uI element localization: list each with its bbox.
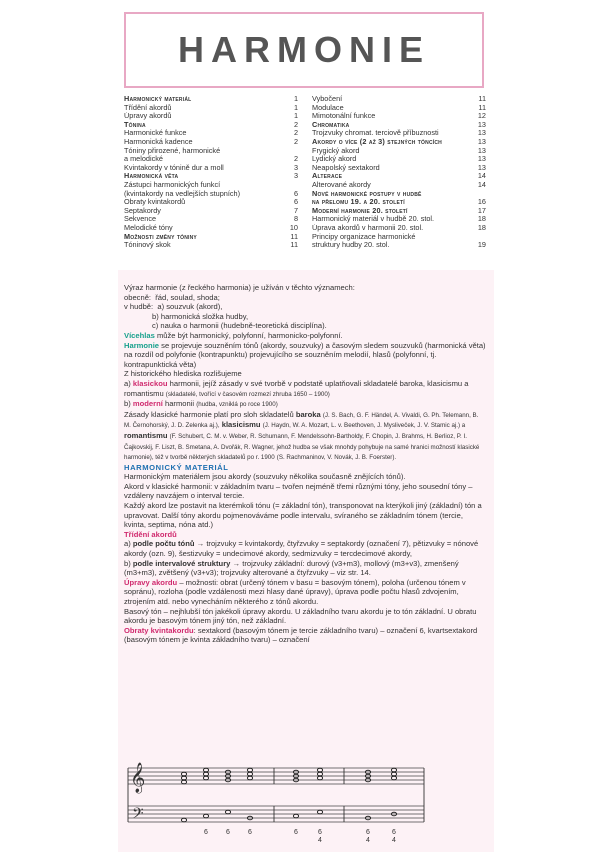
figured-bass: [204, 829, 396, 844]
toc-entry-title: Moderní harmonie 20. století: [312, 206, 408, 215]
toc-entry: [124, 95, 298, 104]
figure-sub-3: 4: [392, 837, 396, 844]
toc-entry: [124, 138, 298, 147]
toc-entry-page: 6: [293, 188, 298, 198]
toc-entry-title: Frygický akord: [312, 146, 360, 155]
intro-line: Výraz harmonie (z řeckého harmonia) je užíván v těchto významech:: [124, 283, 355, 292]
toc-entry: [124, 190, 298, 199]
bass-clef-icon: 𝄢: [132, 805, 144, 826]
page-title: HARMONIE: [178, 29, 430, 70]
toc-entry-title: Harmonická kadence: [124, 137, 193, 146]
toc-entry: [124, 164, 298, 173]
toc-entry: [312, 138, 486, 147]
toc-entry: [124, 112, 298, 121]
toc-entry-page: 13: [477, 128, 486, 138]
toc-entry-page: 6: [293, 197, 298, 207]
romantismu-list: (F. Schubert, C. M. v. Weber, R. Schumann, F. Mendelssohn-Bartholdy, F. Chopin, J. Brahms, H. Berlioz, P. I. Čajkovskij, F. Liszt, B. Smetana, A. Dvořák, R. Wagner, jehož hudba se však mnohdy pohybuje na samé hranici možností klasické harmonie), též v tvorbě některých skladatelů po r. 1900: [124, 432, 480, 462]
toc-entry: [312, 215, 486, 224]
toc-entry-title: Tóninový skok: [124, 241, 171, 250]
toc-entry: [312, 172, 486, 181]
item-a-prefix: a): [124, 378, 131, 388]
toc-entry-title: Neapolský sextakord: [312, 163, 380, 172]
obraty-text: : sextakord (basovým tónem je tercie základního tvaru) – označení 6, kvartsextakord (basovým tónem je kvinta základního tvaru) – označení: [124, 625, 478, 645]
toc-entry-title: Vybočení: [312, 95, 343, 103]
tr-b-text: → trojzvuky základní: durový (v3+m3), mollový (m3+v3), zmenšený (m3+m3), zvětšený (v3+v3); trojzvuky alterované a čtyřzvuky – viz str. 14.: [124, 558, 459, 578]
toc-entry-page: 11: [290, 240, 298, 250]
toc-entry-title: na přelomu 19. a 20. století: [312, 198, 405, 207]
vhudbe-b-line: b) harmonická složka hudby,: [152, 311, 249, 321]
vhudbe-label: v hudbě:: [124, 302, 154, 312]
toc-entry: [124, 224, 298, 233]
vicehlas-paragraph: [124, 331, 486, 341]
item-b-text: harmonii: [164, 399, 195, 409]
klasicka-term: klasickou: [132, 378, 168, 388]
toc-entry: [312, 164, 486, 173]
toc-entry: [124, 147, 298, 156]
hm-paragraph-2: Akord v klasické harmonii: v základním tvaru – tvořen nejméně třemi různými tóny, jeho sousední tóny – vzdáleny navzájem o interval tercie.: [124, 481, 473, 501]
classical-item: [124, 379, 486, 399]
toc-entry: [124, 198, 298, 207]
toc-entry-title: Mimotonální funkce: [312, 112, 376, 121]
toc-entry: [312, 104, 486, 113]
toc-entry: [124, 181, 298, 190]
toc-entry-title: Harmonický materiál v hudbě 20. stol.: [312, 215, 435, 224]
toc-entry-page: 1: [293, 102, 298, 112]
toc-entry-page: 2: [293, 128, 298, 138]
tr-a-term: podle počtu tónů: [132, 539, 195, 549]
toc-entry-page: 10: [289, 222, 298, 232]
toc-entry-title: Tóniny přirozené, harmonické: [124, 146, 221, 155]
toc-entry-page: 3: [293, 171, 298, 181]
toc-entry-page: 11: [290, 231, 298, 241]
hm-paragraph-3: Každý akord lze postavit na kterémkoli tónu (= základní tón), transponovat na kterýkoli jiný (základní) tón a upravovat. Další tóny akordu pojmenováváme podle intervalu, svíraného se základním tónem (tercie, kvinta, septima, nóna atd.): [124, 501, 482, 530]
item-a-text: harmonii, jejíž zásady v své tvorbě v podstatě uplatňovali skladatelé baroka, klasicismu a romantismu: [124, 378, 469, 398]
toc-entry: [312, 112, 486, 121]
toc-entry-title: Úpravy akordů: [124, 112, 172, 121]
toc-entry: [124, 172, 298, 181]
toc-entry-title: Zástupci harmonických funkcí: [124, 180, 221, 189]
toc-entry-title: (kvintakordy na vedlejších stupních): [124, 189, 240, 198]
trideni-b: [124, 559, 486, 578]
klasicismu-term: klasicismu: [221, 420, 261, 430]
toc-entry-page: 18: [477, 222, 486, 232]
tr-a-prefix: a): [124, 539, 131, 549]
modern-item: [124, 399, 486, 410]
toc-entry-title: Harmonické funkce: [124, 129, 187, 138]
toc-left-column: [124, 95, 298, 250]
toc-entry: [124, 241, 298, 250]
treble-staff-lines: [128, 768, 424, 784]
figure-3: 6: [248, 829, 252, 836]
toc-entry-page: 1: [293, 94, 298, 103]
toc-entry-title: Kvintakordy v tónině dur a moll: [124, 163, 224, 172]
toc-entry-page: 13: [477, 162, 486, 172]
bass-staff-lines: [128, 806, 424, 822]
toc-entry: [312, 233, 486, 242]
figure-2: 6: [226, 829, 230, 836]
toc-entry-page: 13: [477, 154, 486, 164]
vhudbe-a: a) souzvuk (akord),: [157, 302, 223, 312]
toc-entry-title: Harmonický materiál: [124, 95, 192, 103]
toc-entry-title: Melodické tóny: [124, 223, 173, 232]
toc-entry: [312, 224, 486, 233]
toc-right-column: [312, 95, 486, 250]
toc-entry-page: 7: [293, 205, 298, 215]
toc-entry-page: 17: [477, 205, 486, 215]
music-staff-example: [124, 762, 486, 854]
item-b-prefix: b): [124, 399, 131, 409]
toc-entry-page: 3: [293, 162, 298, 172]
toc-entry: [124, 155, 298, 164]
toc-entry-page: 16: [477, 197, 486, 207]
toc-entry-page: 2: [293, 136, 298, 146]
klasicismu-list: (J. Haydn, W. A. Mozart, L. v. Beethoven, J. Mysliveček, J. V. Stamic aj.) a: [262, 422, 466, 430]
toc-entry-title: Chromatika: [312, 120, 350, 129]
toc-entry: [312, 121, 486, 130]
toc-entry: [124, 215, 298, 224]
figure-sub-2: 4: [366, 837, 370, 844]
romantismu-term: romantismu: [124, 430, 168, 440]
trideni-a: [124, 539, 486, 558]
toc-entry: [312, 95, 486, 104]
moderni-term: moderní: [132, 399, 163, 409]
composers-paragraph: [124, 410, 486, 463]
upravy-text: – možnosti: obrat (určený tónem v basu = basovým tónem), poloha (určenou tónem v sopránu), rozloha (podle vzdálenosti mezi hlasy dané úpravy), úprava podle počtu hlasů zdvojením, ztrojením atd. nebo vynecháním některého z tónů akordu.: [124, 577, 466, 606]
toc-entry-title: Trojzvuky chromat. terciově příbuznosti: [312, 129, 439, 138]
toc-entry-title: Alterace: [312, 172, 343, 181]
toc-entry: [312, 147, 486, 156]
tr-b-prefix: b): [124, 558, 131, 568]
toc-entry-page: 14: [477, 179, 486, 189]
toc-entry: [312, 181, 486, 190]
tr-a-text: → trojzvuky = kvintakordy, čtyřzvuky = septakordy (označení 7), pětizvuky = nónové akordy (ozn. 9), šestizvuky = undecimové akordy, sedmizvuky = tercdecimové akordy,: [124, 539, 479, 559]
baroka-list: (J. S. Bach, G. F. Händel, A. Vivaldi, G. Ph. Telemann, B. M. Černohorský, J. D. Zelenka aj.),: [124, 411, 479, 430]
figure-4: 6: [294, 829, 298, 836]
toc-entry-page: 18: [477, 214, 486, 224]
toc-entry-title: Tónina: [124, 120, 146, 129]
section-title: HARMONICKÝ MATERIÁL: [124, 462, 229, 472]
vhudbe-c-line: c) nauka o harmonii (hudebně-teoretická disciplína).: [152, 321, 327, 331]
toc-entry-title: a melodické: [124, 155, 163, 164]
toc-entry-title: Sekvence: [124, 215, 157, 224]
toc-entry: [312, 155, 486, 164]
toc-entry-title: struktury hudby 20. stol.: [312, 241, 390, 250]
toc-entry-title: Možnosti změny tóniny: [124, 232, 197, 241]
tr-b-term: podle intervalové struktury: [132, 558, 231, 568]
upravy-paragraph: [124, 578, 486, 607]
toc-entry-title: Třídění akordů: [124, 103, 172, 112]
baroka-term: baroka: [295, 409, 321, 419]
zasady-text: Zásady klasické harmonie platí pro sloh skladatelů: [124, 409, 294, 419]
toc-entry: [124, 233, 298, 242]
toc-entry-page: 12: [477, 111, 486, 121]
title-box: [124, 12, 484, 88]
toc-entry: [312, 129, 486, 138]
vicehlas-term: Vícehlas: [124, 330, 155, 340]
toc-entry-page: 13: [477, 136, 486, 146]
basovy-paragraph: Basový tón – nejhlubší tón jakékoli úpravy akordu. U základního tvaru akordu je to tón základní. U obratu akordu je basovým tónem jiný tón, než základní.: [124, 606, 477, 626]
toc-entry-title: Akordy o více (2 až 3) stejných tóncích: [312, 137, 442, 146]
toc-entry-page: 8: [293, 214, 298, 224]
treble-clef-icon: 𝄞: [130, 763, 146, 793]
figure-6: 6: [366, 829, 370, 836]
figure-7: 6: [392, 829, 396, 836]
upravy-term: Úpravy akordu: [124, 577, 178, 587]
body-text: [124, 283, 486, 645]
obraty-paragraph: [124, 626, 486, 645]
toc-entry-title: Úprava akordů v harmonii 20. stol.: [312, 223, 424, 232]
toc-entry-page: 14: [477, 171, 486, 181]
toc-entry: [312, 190, 486, 199]
toc-entry: [124, 207, 298, 216]
historical-line: Z historického hlediska rozlišujeme: [124, 369, 242, 379]
toc-entry: [124, 121, 298, 130]
item-a-note: (skladatelé, tvořící v časovém rozmezí zhruba 1650 – 1900): [165, 390, 330, 398]
toc-entry-title: Alterované akordy: [312, 180, 371, 189]
toc-entry-page: 11: [478, 94, 486, 103]
harmonie-text: se projevuje souzněním tónů (akordy, souzvuky) a časovým sledem souzvuků (harmonická věta) na rozdíl od polyfonie (kontrapunktu) projevujícího se souzněním melodií, hlasů (polyfonní, tj. kontrapunktická věta): [124, 340, 486, 369]
toc-entry-page: 13: [477, 145, 486, 155]
romantismu-tail: (S. Rachmaninov, V. Novák, J. B. Foerster).: [276, 454, 397, 462]
toc-entry-page: 19: [477, 240, 486, 250]
toc-entry-title: Obraty kvintakordů: [124, 198, 186, 207]
obecne-line: [124, 293, 486, 303]
toc-entry: [124, 129, 298, 138]
toc-entry: [312, 198, 486, 207]
item-b-note: (hudba, vzniklá po roce 1900): [196, 401, 278, 409]
toc-entry-page: 11: [478, 102, 486, 112]
hm-paragraph-1: Harmonickým materiálem jsou akordy (souzvuky několika současně znějících tónů).: [124, 472, 406, 482]
toc-entry-page: 2: [293, 154, 298, 164]
obecne-label: obecně:: [124, 292, 152, 302]
toc-entry-page: 2: [293, 119, 298, 129]
table-of-contents: [124, 95, 486, 250]
toc-entry-title: Lydický akord: [312, 155, 357, 164]
toc-entry: [312, 241, 486, 250]
harmonie-term: Harmonie: [124, 340, 160, 350]
toc-entry-title: Septakordy: [124, 206, 161, 215]
figure-1: 6: [204, 829, 208, 836]
figure-5: 6: [318, 829, 322, 836]
trideni-title: Třídění akordů: [124, 529, 177, 539]
toc-entry: [124, 104, 298, 113]
vicehlas-text: může být harmonický, polyfonní, harmonicko-polyfonní.: [156, 330, 343, 340]
toc-entry-title: Nové harmonické postupy v hudbě: [312, 189, 422, 198]
obraty-term: Obraty kvintakordu: [124, 625, 194, 635]
toc-entry-title: Modulace: [312, 103, 344, 112]
toc-entry-page: 1: [293, 111, 298, 121]
toc-entry: [312, 207, 486, 216]
harmonie-paragraph: [124, 341, 486, 370]
toc-entry-title: Principy organizace harmonické: [312, 232, 416, 241]
toc-entry-title: Harmonická věta: [124, 172, 179, 181]
toc-entry-page: 13: [477, 119, 486, 129]
vhudbe-line: [124, 302, 486, 312]
obecne-text: řád, soulad, shoda;: [155, 292, 220, 302]
figure-sub-1: 4: [318, 837, 322, 844]
